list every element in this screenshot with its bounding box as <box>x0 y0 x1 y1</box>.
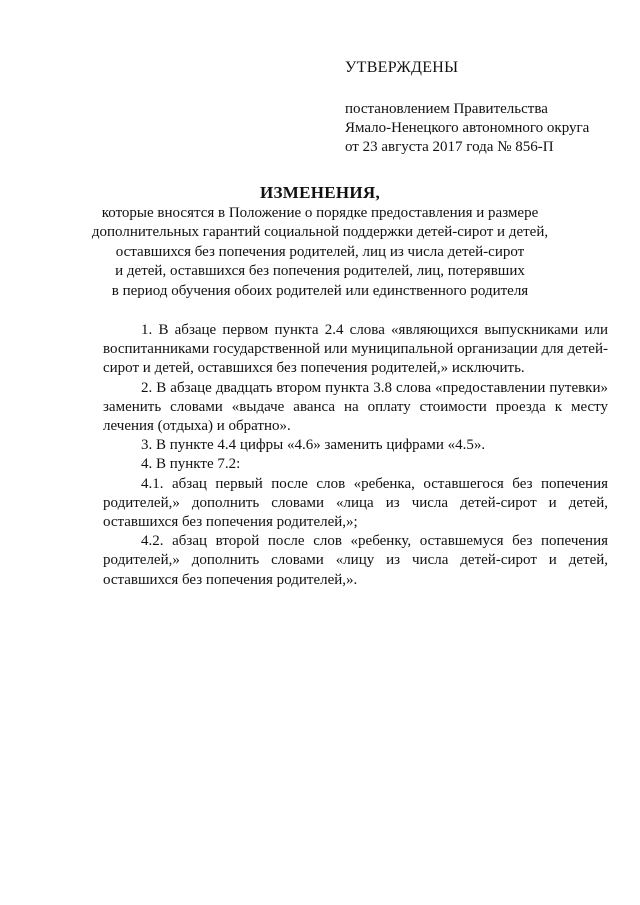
amendment-paragraph: 2. В абзаце двадцать втором пункта 3.8 слова «предоставлении путевки» заменить словами «выдаче аванса на оплату стоимости проезда к месту лечения (отдыха) и обратно». <box>103 379 608 435</box>
amendment-paragraph: 4.2. абзац второй после слов «ребенку, оставшемуся без попечения родителей,» дополнить словами «лицу из числа детей-сирот и детей, оставшихся без попечения родителей,». <box>103 533 608 588</box>
amendment-paragraph: 3. В пункте 4.4 цифры «4.6» заменить цифрами «4.5». <box>141 437 486 454</box>
approval-line: Ямало-Ненецкого автономного округа <box>345 120 590 136</box>
document-body <box>103 321 608 590</box>
heading-subtitle-line: в период обучения обоих родителей или единственного родителя <box>111 282 529 299</box>
heading-title: ИЗМЕНЕНИЯ, <box>259 183 381 202</box>
approval-block <box>345 58 589 157</box>
amendment-paragraph: 4.1. абзац первый после слов «ребенка, оставшегося без попечения родителей,» дополнить словами «лица из числа детей-сирот и детей, оставшихся без попечения родителей,»; <box>103 475 608 531</box>
heading-subtitle-line: которые вносятся в Положение о порядке предоставления и размере <box>101 205 539 221</box>
heading-subtitle-line: оставшихся без попечения родителей, лиц из числа детей-сирот <box>115 243 525 260</box>
approval-line: от 23 августа 2017 года № 856-П <box>345 139 554 155</box>
heading-subtitle-line: и детей, оставшихся без попечения родителей, лиц, потерявших <box>115 263 525 280</box>
approval-line: постановлением Правительства <box>345 101 548 117</box>
document-heading <box>0 182 640 301</box>
approval-title: УТВЕРЖДЕНЫ <box>345 59 459 76</box>
heading-subtitle-line: дополнительных гарантий социальной поддержки детей-сирот и детей, <box>91 224 549 241</box>
amendment-paragraph: 4. В пункте 7.2: <box>141 456 241 473</box>
amendment-paragraph: 1. В абзаце первом пункта 2.4 слова «являющихся выпускниками или воспитанниками государственной или муниципальной организации для детей-сирот и детей, оставшихся без попечения родителей,» исключить. <box>103 322 608 377</box>
